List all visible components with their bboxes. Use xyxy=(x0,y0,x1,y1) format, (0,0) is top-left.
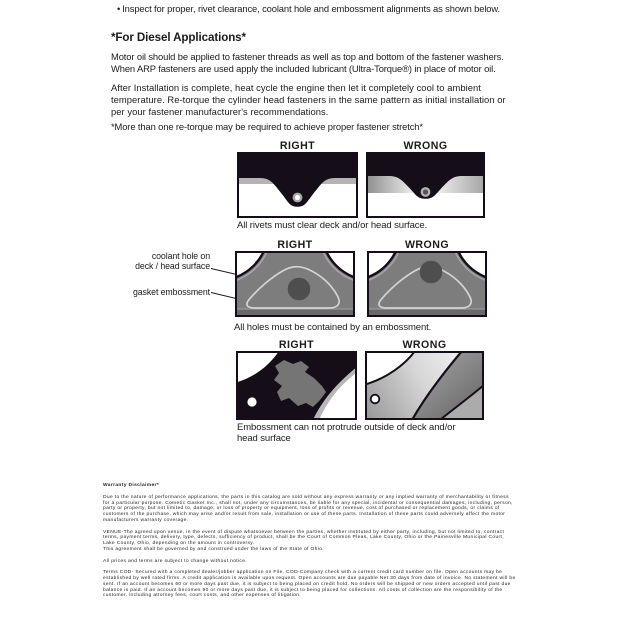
diesel-para2: After Installation is complete, heat cycle the engine then let it completely cool to ambient temperature. Re-torque the cylinder head fasteners in the same pattern as initial installation or per your fastener manufacturer's recommendations. xyxy=(111,82,506,118)
disclaimer-para5: Terms COD- Secured with a completed dealer/jobber application on File, COD-Company check with a current credit card number on file. Open accounts may be established by well rated firms. A credit application is available upon request. Open accounts are due payable Net 30 days from date of invoice. No statement will be sent. If an account becomes 60 or more days past due, it is subject to being placed on credit hold. No orders will be shipped or new orders accepted until past due balance is paid. If an account becomes 90 or more days past due, it is subject to being placed for collections. All costs of collection are the responsibility of the customer, including attorney fees, court costs, and other expenses of litigation. xyxy=(103,570,516,599)
gasket-embossment-callout: gasket embossment xyxy=(132,287,210,297)
diagram3-right-label: RIGHT xyxy=(278,339,315,351)
embossment-protrude-wrong-icon xyxy=(365,351,484,420)
diagram2-caption: All holes must be contained by an embossment. xyxy=(234,322,432,333)
diagram3-wrong-label: WRONG xyxy=(402,339,447,351)
diagram1-right-label: RIGHT xyxy=(279,140,316,152)
retorque-note: *More than one re-torque may be required to achieve proper fastener stretch* xyxy=(111,121,423,132)
bullet-glyph: • xyxy=(117,3,121,14)
coolant-hole-icon xyxy=(420,261,443,284)
coolant-hole-icon xyxy=(288,278,311,301)
diagram3-right-graphic xyxy=(236,351,357,420)
diagram3-wrong-graphic xyxy=(365,351,484,420)
rivet-clearance-right-icon xyxy=(237,152,358,218)
disclaimer-para4: All prices and terms are subject to change without notice. xyxy=(103,558,247,564)
rivet-clearance-wrong-icon xyxy=(366,152,485,218)
diesel-heading: *For Diesel Applications* xyxy=(111,31,246,44)
bolt-hole-icon xyxy=(371,395,380,404)
diagram1-wrong-label: WRONG xyxy=(403,140,448,152)
warranty-disclaimer xyxy=(103,483,517,605)
disclaimer-heading: Warranty Disclaimer* xyxy=(103,483,160,488)
diagram3-caption: Embossment can not protrude outside of deck and/or head surface xyxy=(237,422,456,445)
inspect-bullet-line xyxy=(117,3,517,15)
diagram1-right-graphic xyxy=(237,152,358,218)
bolt-hole-icon xyxy=(247,397,256,406)
disclaimer-para1: Due to the nature of performance applications, the parts in this catalog are sold without any express warranty or any implied warranty of merchantability or fitness for a particular purpose. Cometic Gasket Inc., shall not, under any circumstances, be liable for any special, incidental or consequential damages, including, person, party or property, but not limited to, damage, or loss of property or equipment, loss of profits or revenue, cost of purchased or replacement goods, or claims of customers of the purchase, which may arise and/or result from sale, installation or use of these parts. Installation of these parts could adversely affect the motor manufacturers warranty coverage. xyxy=(103,494,513,523)
coolant-hole-callout: coolant hole on deck / head surface xyxy=(135,251,210,272)
embossment-contained-wrong-icon xyxy=(367,251,487,317)
diesel-para1: Motor oil should be applied to fastener threads as well as top and bottom of the fastener washers. When ARP fasteners are used apply the included lubricant (Ultra-Torque®) in place of motor oil. xyxy=(111,51,504,75)
disclaimer-para2: VENUE-The agreed upon venue, in the event of dispute whatsoever between the parties, whether instituted by either party, including, but not limited to, contract terms, payment terms, delivery, type, defects, sufficiency of product, shall be the Court of Common Pleas, Lake County, Ohio or the Painesville Municipal Court, Lake County, Ohio, depending on the amount in controversy. xyxy=(103,529,505,547)
disclaimer-para3: This agreement shall be governed by and construed under the laws of the State of Ohio. xyxy=(103,546,324,552)
diagram1-caption: All rivets must clear deck and/or head surface. xyxy=(237,220,428,231)
diagram2-right-label: RIGHT xyxy=(277,239,313,251)
inspect-text: Inspect for proper, rivet clearance, coolant hole and embossment alignments as shown below. xyxy=(122,3,501,14)
diagram1-wrong-graphic xyxy=(366,152,485,218)
diagram2-right-graphic xyxy=(235,251,355,317)
embossment-contained-right-icon xyxy=(235,251,355,317)
diagram2-wrong-label: WRONG xyxy=(404,239,450,251)
embossment-protrude-right-icon xyxy=(236,351,357,420)
diagram2-wrong-graphic xyxy=(367,251,487,317)
